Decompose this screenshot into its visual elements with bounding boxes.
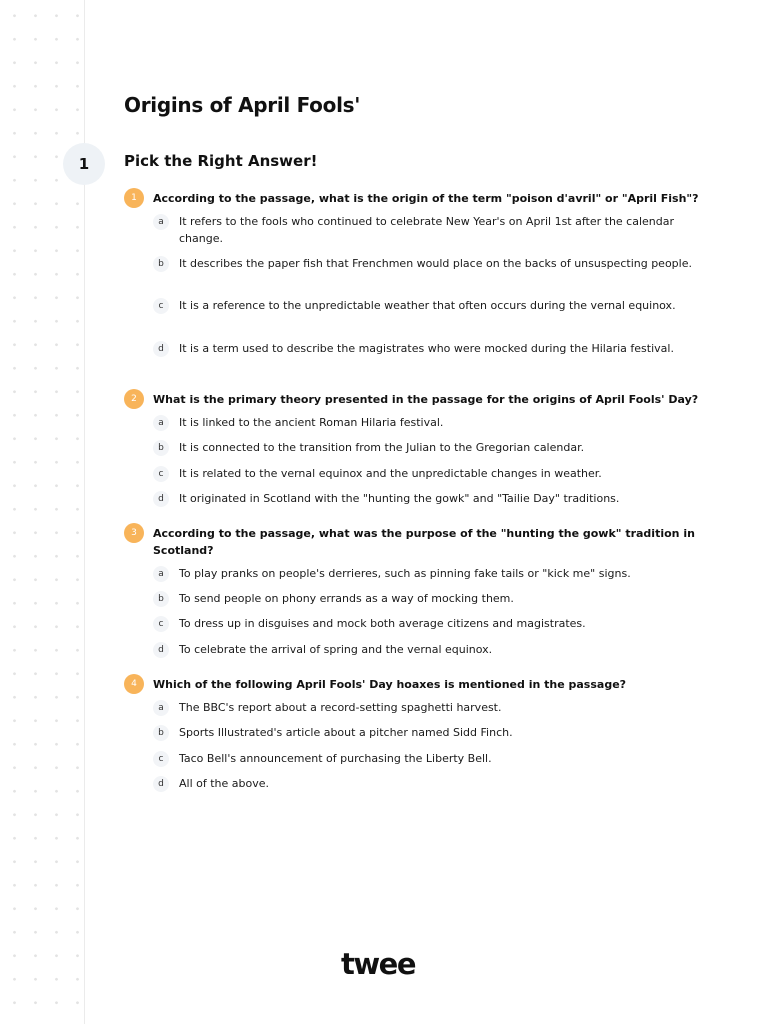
option-text: All of the above. <box>179 777 270 790</box>
option-letter: c <box>153 616 169 632</box>
option-text: It is connected to the transition from the Julian to the Gregorian calendar. <box>179 441 585 454</box>
twee-logo: twee <box>341 947 415 981</box>
question-number-badge: 2 <box>124 389 144 409</box>
question-text: According to the passage, what was the purpose of the "hunting the gowk" tradition in Scotland? <box>153 527 695 557</box>
option-text: To dress up in disguises and mock both average citizens and magistrates. <box>179 617 586 630</box>
section-title: Pick the Right Answer! <box>124 152 318 170</box>
option-letter: d <box>153 776 169 792</box>
question-text: According to the passage, what is the origin of the term "poison d'avril" or "April Fish"? <box>153 192 699 205</box>
option-letter: b <box>153 440 169 456</box>
section-number-badge: 1 <box>63 143 105 185</box>
question-number-badge: 3 <box>124 523 144 543</box>
option-letter: a <box>153 214 169 230</box>
page-title: Origins of April Fools' <box>124 93 361 117</box>
option-text: To celebrate the arrival of spring and the vernal equinox. <box>179 643 493 656</box>
question-text: Which of the following April Fools' Day hoaxes is mentioned in the passage? <box>153 678 627 691</box>
option-letter: d <box>153 341 169 357</box>
option-text: To play pranks on people's derrieres, such as pinning fake tails or "kick me" signs. <box>179 567 631 580</box>
option-letter: a <box>153 700 169 716</box>
option-text: It is a reference to the unpredictable weather that often occurs during the vernal equinox. <box>179 299 676 312</box>
option-text: It is linked to the ancient Roman Hilaria festival. <box>179 416 444 429</box>
option-letter: b <box>153 591 169 607</box>
option-text: It is a term used to describe the magistrates who were mocked during the Hilaria festival. <box>179 342 674 355</box>
option-text: To send people on phony errands as a way of mocking them. <box>179 592 514 605</box>
option-letter: a <box>153 566 169 582</box>
question-text: What is the primary theory presented in the passage for the origins of April Fools' Day? <box>153 393 699 406</box>
question-number-badge: 4 <box>124 674 144 694</box>
option-text: It is related to the vernal equinox and the unpredictable changes in weather. <box>179 467 602 480</box>
option-letter: b <box>153 256 169 272</box>
option-letter: a <box>153 415 169 431</box>
option-letter: d <box>153 642 169 658</box>
option-letter: c <box>153 751 169 767</box>
option-letter: d <box>153 491 169 507</box>
option-letter: c <box>153 298 169 314</box>
option-text: It originated in Scotland with the "hunting the gowk" and "Tailie Day" traditions. <box>179 492 620 505</box>
option-text: The BBC's report about a record-setting spaghetti harvest. <box>179 701 502 714</box>
option-text: Taco Bell's announcement of purchasing the Liberty Bell. <box>179 752 492 765</box>
option-text: It refers to the fools who continued to celebrate New Year's on April 1st after the calendar change. <box>179 215 675 245</box>
option-letter: c <box>153 466 169 482</box>
option-text: Sports Illustrated's article about a pitcher named Sidd Finch. <box>179 726 513 739</box>
option-letter: b <box>153 725 169 741</box>
question-number-badge: 1 <box>124 188 144 208</box>
option-text: It describes the paper fish that Frenchmen would place on the backs of unsuspecting people. <box>179 257 692 270</box>
